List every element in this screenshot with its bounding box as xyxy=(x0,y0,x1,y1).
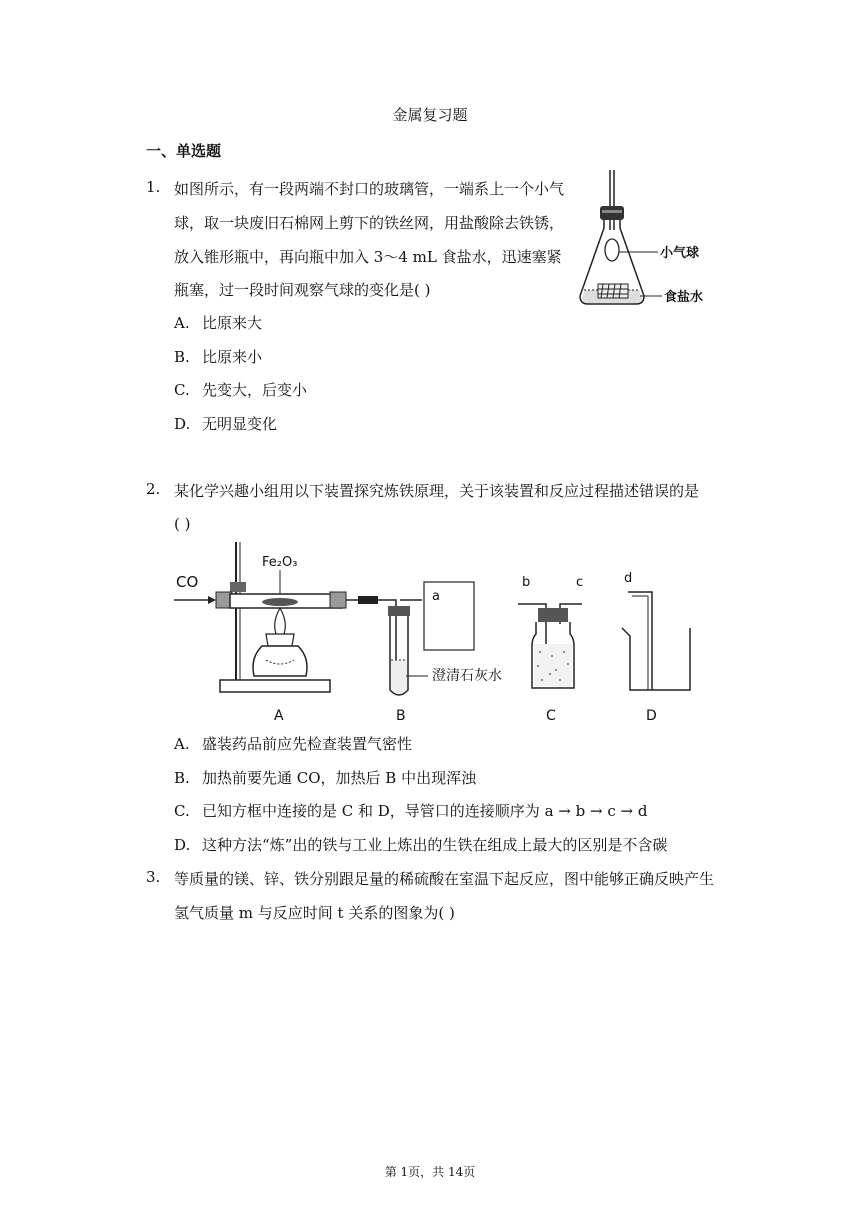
q2-option-d[interactable] xyxy=(174,834,667,855)
option-key: C. xyxy=(174,381,190,399)
option-text: 已知方框中连接的是 C 和 D，导管口的连接顺序为 a → b → c → d xyxy=(202,802,648,820)
q1-line: 如图所示，有一段两端不封口的玻璃管，一端系上一个小气 xyxy=(174,180,565,198)
co-label: CO xyxy=(176,573,199,591)
option-text: 比原来小 xyxy=(202,348,263,366)
q1-line: 放入锥形瓶中，再向瓶中加入 3～4 mL 食盐水，迅速塞紧 xyxy=(174,248,562,266)
q2-option-b[interactable] xyxy=(174,767,476,788)
q1-number: 1. xyxy=(146,178,161,196)
q3-number: 3. xyxy=(146,868,161,886)
fe2o3-label: Fe₂O₃ xyxy=(262,555,298,570)
caption-c: C xyxy=(546,708,556,724)
flask-balloon-figure xyxy=(572,168,722,318)
caption-a: A xyxy=(274,708,284,724)
q2-line: ( ) xyxy=(174,515,191,533)
option-key: A. xyxy=(174,314,190,332)
option-text: 先变大，后变小 xyxy=(202,381,308,399)
option-text: 盛装药品前应先检查装置气密性 xyxy=(202,735,413,753)
limewater-label: 澄清石灰水 xyxy=(432,668,502,684)
port-d-label: d xyxy=(624,571,633,586)
q2-option-c[interactable] xyxy=(174,800,647,821)
option-text: 比原来大 xyxy=(202,314,263,332)
q2-line: 某化学兴趣小组用以下装置探究炼铁原理，关于该装置和反应过程描述错误的是 xyxy=(174,482,700,500)
balloon-label: 小气球 xyxy=(660,246,700,261)
q1-option-c[interactable] xyxy=(174,379,307,400)
port-c-label: c xyxy=(576,575,584,590)
option-key: A. xyxy=(174,735,190,753)
q1-line: 球，取一块废旧石棉网上剪下的铁丝网，用盐酸除去铁锈， xyxy=(174,214,565,232)
option-text: 无明显变化 xyxy=(202,415,278,433)
page-title: 金属复习题 xyxy=(392,106,468,124)
q2-number: 2. xyxy=(146,480,161,498)
salt-water-label: 食盐水 xyxy=(664,290,704,305)
q3-line: 等质量的镁、锌、铁分别跟足量的稀硫酸在室温下起反应，图中能够正确反映产生 xyxy=(174,870,715,888)
option-key: D. xyxy=(174,415,191,433)
q1-line: 瓶塞，过一段时间观察气球的变化是( ) xyxy=(174,281,431,299)
option-key: D. xyxy=(174,836,191,854)
option-key: C. xyxy=(174,802,190,820)
page-footer: 第 1页，共 14页 xyxy=(384,1165,476,1179)
option-text: 这种方法“炼”出的铁与工业上炼出的生铁在组成上最大的区别是不含碳 xyxy=(202,836,668,854)
caption-b: B xyxy=(396,708,406,724)
option-key: B. xyxy=(174,769,190,787)
caption-d: D xyxy=(646,708,657,724)
q3-line: 氢气质量 m 与反应时间 t 关系的图象为( ) xyxy=(174,904,455,922)
q1-option-b[interactable] xyxy=(174,346,262,367)
section-heading: 一、单选题 xyxy=(146,142,222,160)
smelting-apparatus-figure xyxy=(170,542,710,727)
q2-option-a[interactable] xyxy=(174,733,412,754)
q1-option-a[interactable] xyxy=(174,312,262,333)
port-a-label: a xyxy=(432,589,440,604)
port-b-label: b xyxy=(522,575,531,590)
option-text: 加热前要先通 CO，加热后 B 中出现浑浊 xyxy=(202,769,477,787)
option-key: B. xyxy=(174,348,190,366)
q1-option-d[interactable] xyxy=(174,413,277,434)
